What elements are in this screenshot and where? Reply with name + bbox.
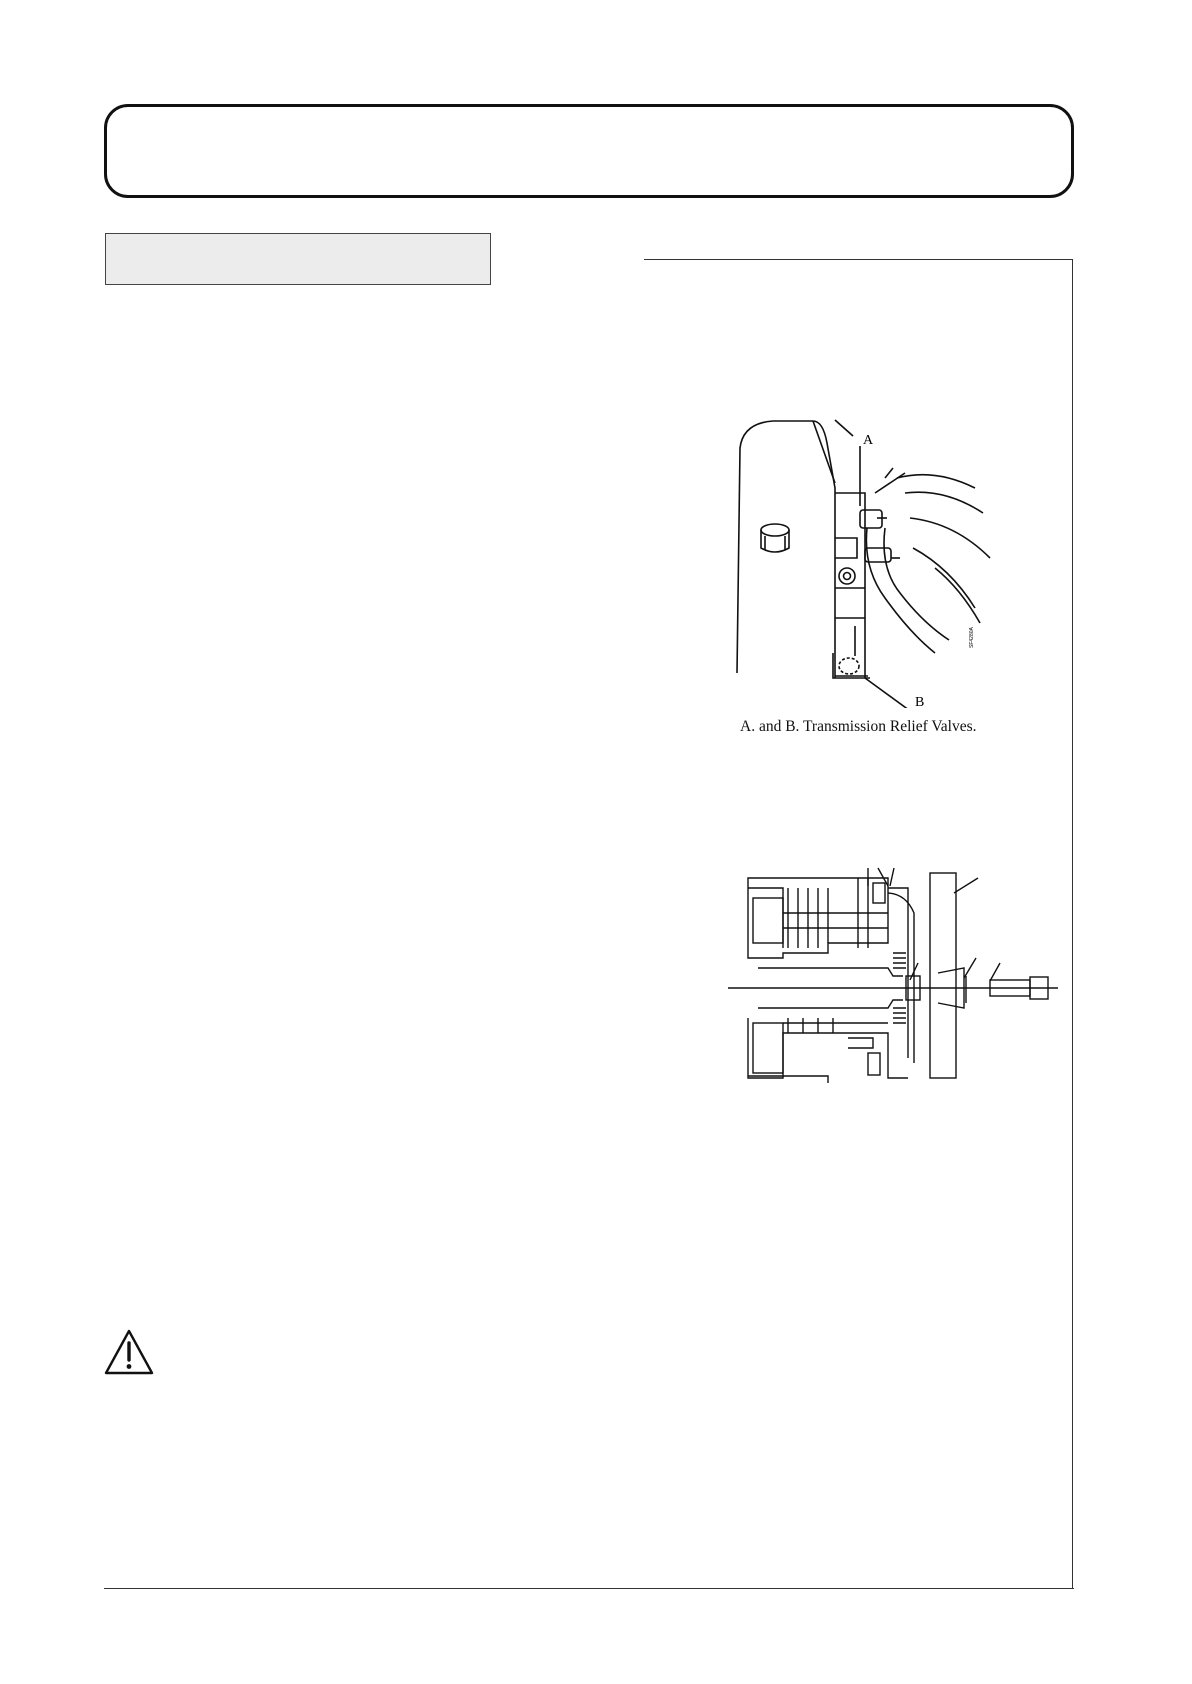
warning-triangle-icon [103, 1328, 155, 1376]
label-b: B [915, 695, 925, 708]
figure-caption: A. and B. Transmission Relief Valves. [740, 718, 977, 735]
content-frame-right [1072, 259, 1073, 1589]
page-footer-rule [104, 1588, 1074, 1589]
figure-code: SF4280A [969, 627, 975, 648]
chapter-header-box [104, 104, 1074, 198]
content-frame-top [644, 259, 1073, 260]
section-heading-box [105, 233, 491, 285]
relief-valves-illustration [735, 418, 995, 708]
label-a: A [863, 433, 874, 448]
transmission-cross-section-illustration [728, 858, 1058, 1083]
